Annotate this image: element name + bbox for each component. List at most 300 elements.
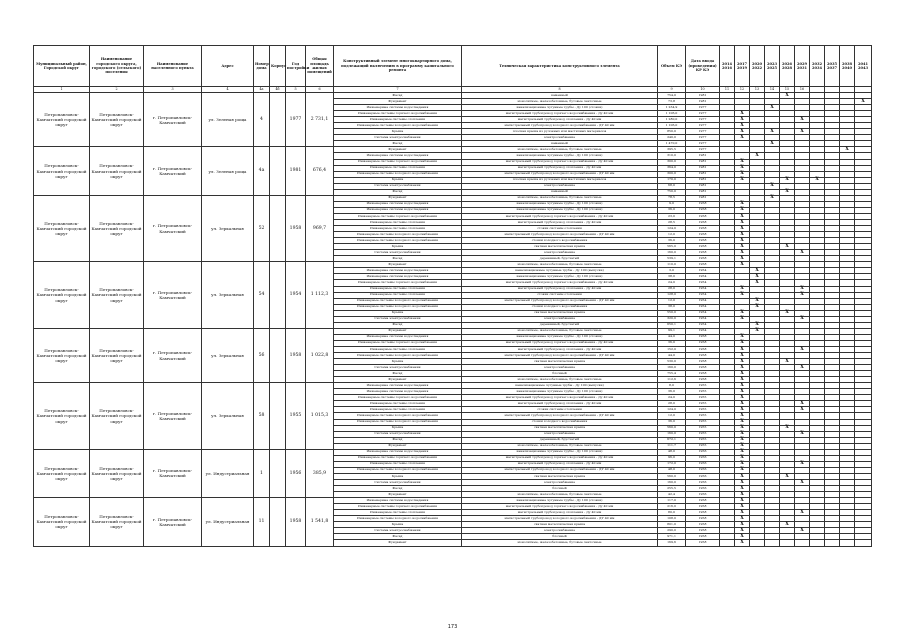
volume-cell: 36,0 <box>658 238 686 244</box>
period-mark-cell: X <box>750 322 765 328</box>
date-cell: 1958 <box>686 510 720 516</box>
element-cell: Инженерные системы водоотведения <box>334 105 462 111</box>
building-cell <box>270 262 286 329</box>
volume-cell: 1 106,0 <box>658 111 686 117</box>
characteristic-cell: блочный <box>462 486 658 492</box>
element-cell: Фундамент <box>334 262 462 268</box>
volume-cell: 68,0 <box>658 183 686 189</box>
element-cell: Фасад <box>334 256 462 262</box>
column-header: 2035 2037 <box>825 46 840 87</box>
element-cell: Инженерные системы холодного водоснабжения <box>334 171 462 177</box>
element-cell: Инженерные системы водоотведения <box>334 383 462 389</box>
volume-cell: 28,5 <box>658 219 686 225</box>
characteristic-cell: магистральный трубопровод отопления - Ду 40 мм <box>462 219 658 225</box>
date-cell: 1981 <box>686 171 720 177</box>
volume-cell: 124,0 <box>658 226 686 232</box>
building-cell <box>270 195 286 262</box>
date-cell: 1954 <box>686 280 720 286</box>
period-mark-cell: X <box>795 407 810 413</box>
element-cell: Инженерные системы горячего водоснабжения <box>334 455 462 461</box>
date-cell: 1954 <box>686 292 720 298</box>
period-mark-cell: X <box>735 522 750 528</box>
period-mark-cell: X <box>735 401 750 407</box>
column-number: 13 <box>750 87 765 93</box>
period-mark-cell: X <box>780 244 795 250</box>
volume-cell: 124,0 <box>658 407 686 413</box>
period-mark-cell: X <box>780 359 795 365</box>
characteristic-cell: скатная металлическая крыша <box>462 522 658 528</box>
characteristic-cell: скатная металлическая крыша <box>462 310 658 316</box>
date-cell: 1977 <box>686 123 720 129</box>
element-cell: Инженерные системы отопления <box>334 407 462 413</box>
settlement-cell: Петропавловск-Камчатский городской округ <box>90 328 144 382</box>
date-cell: 1955 <box>686 437 720 443</box>
volume-cell: 750,0 <box>658 189 686 195</box>
period-mark-cell: X <box>795 528 810 534</box>
settlement-cell: Петропавловск-Камчатский городской округ <box>90 498 144 546</box>
period-mark-cell: X <box>735 316 750 322</box>
area-cell: 2 731,1 <box>306 93 334 147</box>
period-mark-cell: X <box>795 510 810 516</box>
date-cell: 1958 <box>686 353 720 359</box>
characteristic-cell: каменный <box>462 141 658 147</box>
date-cell: 1955 <box>686 443 720 449</box>
element-cell: Инженерные системы отопления <box>334 286 462 292</box>
volume-cell: 24,0 <box>658 395 686 401</box>
column-number: 11 <box>720 87 735 93</box>
element-cell: Система электроснабжения <box>334 183 462 189</box>
district-cell: Петропавловск-Камчатский городской округ <box>34 498 90 546</box>
building-cell <box>270 383 286 450</box>
date-cell: 1955 <box>686 431 720 437</box>
volume-cell: 44,0 <box>658 334 686 340</box>
date-cell: 1958 <box>686 498 720 504</box>
column-number: 1 <box>34 87 90 93</box>
column-header: 2032 2034 <box>810 46 825 87</box>
date-cell: 1954 <box>686 328 720 334</box>
element-cell: Инженерные системы водоотведения <box>334 389 462 395</box>
element-cell: Инженерные системы холодного водоснабжения <box>334 419 462 425</box>
characteristic-cell: магистральный трубопровод отопления - Ду 40 мм <box>462 461 658 467</box>
element-cell: Фасад <box>334 371 462 377</box>
period-mark-cell <box>720 540 735 546</box>
column-number: 6 <box>306 87 334 93</box>
date-cell: 1981 <box>686 99 720 105</box>
date-cell: 1958 <box>686 232 720 238</box>
date-cell: 1955 <box>686 425 720 431</box>
characteristic-cell: магистральный трубопровод холодного водоснабжения - ДУ 40 мм <box>462 232 658 238</box>
period-mark-cell: X <box>765 195 780 201</box>
period-mark-cell: X <box>735 504 750 510</box>
element-cell: Крыша <box>334 473 462 479</box>
element-cell: Система электроснабжения <box>334 135 462 141</box>
volume-cell: 1 234,9 <box>658 105 686 111</box>
period-mark-cell: X <box>735 213 750 219</box>
date-cell: 1955 <box>686 413 720 419</box>
building-cell <box>270 498 286 546</box>
characteristic-cell: магистральный трубопровод горячего водоснабжения - Ду 40 мм <box>462 455 658 461</box>
date-cell: 1981 <box>686 195 720 201</box>
column-header: 2017 2019 <box>735 46 750 87</box>
element-cell: Крыша <box>334 359 462 365</box>
characteristic-cell: магистральный трубопровод горячего водоснабжения - Ду 40 мм <box>462 111 658 117</box>
characteristic-cell: магистральный трубопровод холодного водоснабжения - ДУ 40 мм <box>462 298 658 304</box>
period-mark-cell: X <box>735 111 750 117</box>
date-cell: 1956 <box>686 449 720 455</box>
characteristic-cell: электроснабжение <box>462 431 658 437</box>
characteristic-cell: магистральный трубопровод отопления - Ду 40 мм <box>462 401 658 407</box>
volume-cell: 9,0 <box>658 201 686 207</box>
date-cell: 1958 <box>686 365 720 371</box>
volume-cell: 28,0 <box>658 401 686 407</box>
date-cell: 1958 <box>686 504 720 510</box>
date-cell: 1954 <box>686 274 720 280</box>
element-cell: Фундамент <box>334 328 462 334</box>
characteristic-cell: каменный <box>462 189 658 195</box>
characteristic-cell: магистральный трубопровод горячего водоснабжения - Ду 40 мм <box>462 340 658 346</box>
volume-cell: 565,0 <box>658 244 686 250</box>
element-cell: Инженерные системы горячего водоснабжения <box>334 159 462 165</box>
column-header: Муниципальный район, Городской округ <box>34 46 90 87</box>
date-cell: 1981 <box>686 189 720 195</box>
period-mark-cell: X <box>735 473 750 479</box>
characteristic-cell: блочный <box>462 371 658 377</box>
area-cell: 969,7 <box>306 195 334 262</box>
date-cell: 1955 <box>686 419 720 425</box>
district-cell: Петропавловск-Камчатский городской округ <box>34 383 90 450</box>
volume-cell: 320,0 <box>658 316 686 322</box>
volume-cell: 672,1 <box>658 437 686 443</box>
characteristic-cell: стояки холодного водоснабжения <box>462 304 658 310</box>
element-cell: Инженерные системы горячего водоснабжения <box>334 111 462 117</box>
period-mark-cell: X <box>735 334 750 340</box>
volume-cell: 112,6 <box>658 377 686 383</box>
date-cell: 1977 <box>686 147 720 153</box>
column-header: Корпус <box>270 46 286 87</box>
date-cell: 1958 <box>686 226 720 232</box>
element-cell: Крыша <box>334 522 462 528</box>
element-cell: Инженерные системы отопления <box>334 219 462 225</box>
volume-cell: 160,0 <box>658 365 686 371</box>
volume-cell: 38,0 <box>658 304 686 310</box>
period-mark-cell: X <box>795 250 810 256</box>
date-cell: 1958 <box>686 262 720 268</box>
locality-cell: г. Петропавловск-Камчатский <box>144 93 202 147</box>
date-cell: 1958 <box>686 250 720 256</box>
period-mark-cell: X <box>795 286 810 292</box>
volume-cell: 42,4 <box>658 492 686 498</box>
characteristic-cell: скатная металлическая крыша <box>462 244 658 250</box>
date-cell: 1958 <box>686 207 720 213</box>
element-cell: Инженерные системы холодного водоснабжения <box>334 298 462 304</box>
district-cell: Петропавловск-Камчатский городской округ <box>34 195 90 262</box>
characteristic-cell: магистральный трубопровод отопления - Ду 40 мм <box>462 346 658 352</box>
period-mark-cell: X <box>735 244 750 250</box>
column-header: Дата ввода (проведения) КР КЭ <box>686 46 720 87</box>
house-number-cell: 4 <box>254 93 270 147</box>
house-number-cell: 52 <box>254 195 270 262</box>
element-cell: Инженерные системы горячего водоснабжения <box>334 213 462 219</box>
date-cell: 1977 <box>686 117 720 123</box>
element-cell: Система электроснабжения <box>334 431 462 437</box>
locality-cell: г. Петропавловск-Камчатский <box>144 262 202 329</box>
characteristic-cell: магистральный трубопровод отопления - Ду 40 мм <box>462 165 658 171</box>
period-mark-cell: X <box>750 304 765 310</box>
volume-cell: 300,0 <box>658 159 686 165</box>
period-mark-cell <box>855 540 872 546</box>
volume-cell: 801,0 <box>658 522 686 528</box>
volume-cell: 160,0 <box>658 250 686 256</box>
column-number: 2 <box>90 87 144 93</box>
volume-cell: 36,0 <box>658 207 686 213</box>
period-mark-cell: X <box>735 135 750 141</box>
period-mark-cell <box>780 540 795 546</box>
element-cell: Крыша <box>334 177 462 183</box>
column-header: 2029 2031 <box>795 46 810 87</box>
year-built-cell: 1958 <box>286 328 306 382</box>
year-built-cell: 1981 <box>286 147 306 195</box>
settlement-cell: Петропавловск-Камчатский городской округ <box>90 262 144 329</box>
element-cell: Инженерные системы водоотведения <box>334 207 462 213</box>
period-mark-cell: X <box>735 219 750 225</box>
volume-cell: 12,0 <box>658 298 686 304</box>
date-cell: 1956 <box>686 461 720 467</box>
column-number: 14 <box>765 87 780 93</box>
volume-cell: 172,0 <box>658 461 686 467</box>
column-header: Наименование населенного пункта <box>144 46 202 87</box>
element-cell: Инженерные системы отопления <box>334 292 462 298</box>
period-mark-cell: X <box>735 516 750 522</box>
characteristic-cell: стояки холодного водоснабжения <box>462 238 658 244</box>
period-mark-cell: X <box>735 123 750 129</box>
element-cell: Инженерные системы горячего водоснабжения <box>334 280 462 286</box>
characteristic-cell: канализационные чугунные трубы - Ду 100 (выпуски) <box>462 383 658 389</box>
date-cell: 1954 <box>686 310 720 316</box>
characteristic-cell: электроснабжение <box>462 528 658 534</box>
column-number: 5 <box>286 87 306 93</box>
date-cell: 1958 <box>686 213 720 219</box>
element-cell: Фасад <box>334 534 462 540</box>
characteristic-cell: канализационные чугунные трубы - Ду 100 (выпуски) <box>462 268 658 274</box>
characteristic-cell: монолитные, железобетонные, бутовые ленточные <box>462 328 658 334</box>
period-mark-cell: X <box>795 480 810 486</box>
characteristic-cell: магистральный трубопровод холодного водоснабжения - ДУ 40 мм <box>462 467 658 473</box>
period-mark-cell: X <box>735 455 750 461</box>
column-header: 2026 2028 <box>780 46 795 87</box>
date-cell: 1977 <box>686 105 720 111</box>
program-table-sheet <box>33 45 871 547</box>
period-mark-cell: X <box>795 292 810 298</box>
period-mark-cell: X <box>735 486 750 492</box>
characteristic-cell: монолитные, железобетонные, бутовые ленточные <box>462 195 658 201</box>
characteristic-cell: стояки системы отопления <box>462 226 658 232</box>
characteristic-cell: канализационные чугунные трубы - Ду 100 (стояки) <box>462 201 658 207</box>
volume-cell: 12,0 <box>658 232 686 238</box>
period-mark-cell: X <box>765 183 780 189</box>
volume-cell: 530,0 <box>658 359 686 365</box>
volume-cell: 290,0 <box>658 528 686 534</box>
characteristic-cell: монолитные, железобетонные, бутовые ленточные <box>462 377 658 383</box>
element-cell: Фасад <box>334 486 462 492</box>
period-mark-cell: X <box>735 498 750 504</box>
volume-cell: 78,5 <box>658 195 686 201</box>
characteristic-cell: электроснабжение <box>462 183 658 189</box>
period-mark-cell <box>795 540 810 546</box>
period-mark-cell: X <box>855 99 872 105</box>
settlement-cell: Петропавловск-Камчатский городской округ <box>90 147 144 195</box>
characteristic-cell: электроснабжение <box>462 135 658 141</box>
volume-cell: 99,1 <box>658 328 686 334</box>
date-cell: 1958 <box>686 528 720 534</box>
date-cell: 1958 <box>686 346 720 352</box>
year-built-cell: 1977 <box>286 93 306 147</box>
element-cell: Инженерные системы холодного водоснабжения <box>334 304 462 310</box>
period-mark-cell: X <box>795 401 810 407</box>
column-header: Год постройки <box>286 46 306 87</box>
volume-cell: 539,1 <box>658 256 686 262</box>
volume-cell: 152,0 <box>658 346 686 352</box>
page-number: 173 <box>447 624 458 630</box>
volume-cell: 255,5 <box>658 486 686 492</box>
element-cell: Система электроснабжения <box>334 250 462 256</box>
period-mark-cell: X <box>795 346 810 352</box>
element-cell: Инженерные системы холодного водоснабжения <box>334 467 462 473</box>
characteristic-cell: магистральный трубопровод горячего водоснабжения - Ду 40 мм <box>462 395 658 401</box>
house-number-cell: 1 <box>254 449 270 497</box>
volume-cell: 8,0 <box>658 383 686 389</box>
locality-cell: г. Петропавловск-Камчатский <box>144 449 202 497</box>
date-cell: 1956 <box>686 486 720 492</box>
period-mark-cell: X <box>735 407 750 413</box>
characteristic-cell: деревянный, брусчатый <box>462 322 658 328</box>
building-cell <box>270 147 286 195</box>
period-mark-cell: X <box>735 256 750 262</box>
period-mark-cell: X <box>735 353 750 359</box>
element-cell: Фундамент <box>334 99 462 105</box>
volume-cell: 36,0 <box>658 340 686 346</box>
period-mark-cell: X <box>750 280 765 286</box>
period-mark-cell: X <box>750 274 765 280</box>
element-cell: Фундамент <box>334 540 462 546</box>
volume-cell: 169,6 <box>658 540 686 546</box>
period-mark-cell: X <box>765 105 780 111</box>
period-mark-cell: X <box>735 461 750 467</box>
volume-cell: 1 470,0 <box>658 141 686 147</box>
date-cell: 1958 <box>686 244 720 250</box>
period-mark-cell: X <box>780 473 795 479</box>
date-cell: 1981 <box>686 93 720 99</box>
volume-cell: 170,0 <box>658 177 686 183</box>
characteristic-cell: монолитные, железобетонные, бутовые ленточные <box>462 147 658 153</box>
characteristic-cell: скатная металлическая крыша <box>462 359 658 365</box>
characteristic-cell: скатная металлическая крыша <box>462 425 658 431</box>
volume-cell: 38,0 <box>658 274 686 280</box>
street-cell: ул. Зеркальная <box>202 195 254 262</box>
volume-cell: 111,7 <box>658 443 686 449</box>
element-cell: Фундамент <box>334 492 462 498</box>
element-cell: Инженерные системы водоотведения <box>334 498 462 504</box>
period-mark-cell: X <box>795 316 810 322</box>
column-number: 4а <box>254 87 270 93</box>
column-header: Адрес <box>202 46 254 87</box>
volume-cell: 96,0 <box>658 455 686 461</box>
element-cell: Инженерные системы водоотведения <box>334 449 462 455</box>
period-mark-cell: X <box>735 480 750 486</box>
element-cell: Крыша <box>334 129 462 135</box>
date-cell: 1958 <box>686 201 720 207</box>
volume-cell: 48,0 <box>658 467 686 473</box>
date-cell: 1977 <box>686 135 720 141</box>
period-mark-cell: X <box>735 159 750 165</box>
element-cell: Инженерные системы водоотведения <box>334 268 462 274</box>
date-cell: 1956 <box>686 480 720 486</box>
date-cell: 1954 <box>686 322 720 328</box>
element-cell: Инженерные системы холодного водоснабжения <box>334 353 462 359</box>
column-header: Номер дома <box>254 46 270 87</box>
house-number-cell: 4а <box>254 147 270 195</box>
element-cell: Система электроснабжения <box>334 316 462 322</box>
area-cell: 676,4 <box>306 147 334 195</box>
period-mark-cell: X <box>795 365 810 371</box>
settlement-cell: Петропавловск-Камчатский городской округ <box>90 383 144 450</box>
locality-cell: г. Петропавловск-Камчатский <box>144 383 202 450</box>
date-cell: 1958 <box>686 334 720 340</box>
column-number: 4 <box>202 87 254 93</box>
area-cell: 1 541,8 <box>306 498 334 546</box>
settlement-cell: Петропавловск-Камчатский городской округ <box>90 93 144 147</box>
period-mark-cell: X <box>735 443 750 449</box>
element-cell: Крыша <box>334 425 462 431</box>
period-mark-cell: X <box>780 93 795 99</box>
date-cell: 1977 <box>686 111 720 117</box>
period-mark-cell: X <box>735 238 750 244</box>
period-mark-cell: X <box>735 413 750 419</box>
period-mark-cell: X <box>735 201 750 207</box>
date-cell: 1981 <box>686 177 720 183</box>
period-mark-cell: X <box>780 310 795 316</box>
volume-cell: 650,1 <box>658 322 686 328</box>
locality-cell: г. Петропавловск-Камчатский <box>144 195 202 262</box>
characteristic-cell: канализационные чугунные трубы - Ду 100 (стояки) <box>462 105 658 111</box>
characteristic-cell: магистральный трубопровод отопления - Ду 40 мм <box>462 286 658 292</box>
volume-cell: 755,4 <box>658 371 686 377</box>
element-cell: Инженерные системы горячего водоснабжения <box>334 395 462 401</box>
period-mark-cell: X <box>735 365 750 371</box>
volume-cell: 36,0 <box>658 389 686 395</box>
characteristic-cell: магистральный трубопровод горячего водоснабжения - Ду 40 мм <box>462 159 658 165</box>
column-number: 9 <box>658 87 686 93</box>
date-cell: 1956 <box>686 467 720 473</box>
date-cell: 1958 <box>686 340 720 346</box>
date-cell: 1956 <box>686 455 720 461</box>
element-cell: Инженерные системы горячего водоснабжения <box>334 340 462 346</box>
element-cell: Фасад <box>334 93 462 99</box>
date-cell: 1955 <box>686 389 720 395</box>
street-cell: ул. Индустриальная <box>202 449 254 497</box>
volume-cell: 128,0 <box>658 292 686 298</box>
street-cell: ул. Зеркальная <box>202 262 254 329</box>
date-cell: 1958 <box>686 534 720 540</box>
column-number: 3 <box>144 87 202 93</box>
period-mark-cell: X <box>735 540 750 546</box>
period-mark-cell: X <box>795 129 810 135</box>
column-header: 2023 2025 <box>765 46 780 87</box>
house-number-cell: 58 <box>254 383 270 450</box>
volume-cell: 1 280,0 <box>658 117 686 123</box>
volume-cell: 80,0 <box>658 510 686 516</box>
locality-cell: г. Петропавловск-Камчатский <box>144 498 202 546</box>
street-cell: ул. Зеркальная <box>202 328 254 382</box>
